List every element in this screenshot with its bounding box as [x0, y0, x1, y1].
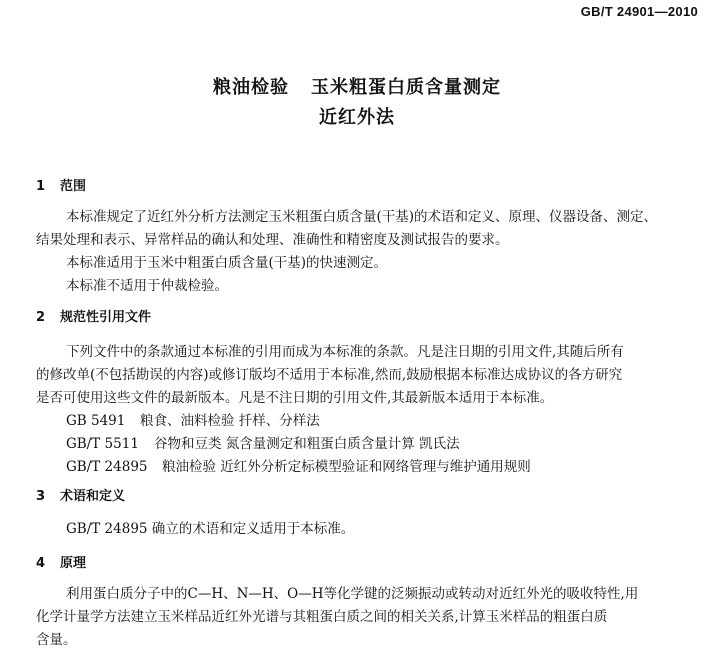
reference-code: GB 5491: [66, 413, 126, 429]
section-4-heading: [36, 555, 86, 573]
paragraph-line: GB/T 24895 确立的术语和定义适用于本标准。: [66, 521, 355, 537]
section-number: 4: [36, 556, 46, 571]
reference-title: 谷物和豆类 氮含量测定和粗蛋白质含量计算 凯氏法: [154, 436, 460, 452]
section-number: 2: [36, 310, 46, 325]
section-title: 规范性引用文件: [60, 310, 152, 325]
title-part-1: 粮油检验: [213, 77, 289, 98]
section-title: 范围: [60, 179, 87, 194]
reference-code: GB/T 24895: [66, 459, 148, 475]
section-1-heading: [36, 178, 86, 196]
paragraph-line: 含量。: [36, 632, 77, 648]
document-title-line-1: [0, 77, 714, 99]
section-3-heading: [36, 488, 125, 506]
section-number: 1: [36, 179, 46, 194]
paragraph-line: 是否可使用这些文件的最新版本。凡是不注日期的引用文件,其最新版本适用于本标准。: [36, 390, 554, 406]
paragraph-line: 结果处理和表示、异常样品的确认和处理、准确性和精密度及测试报告的要求。: [36, 232, 509, 248]
section-2-heading: [36, 309, 151, 327]
section-title: 原理: [60, 556, 87, 571]
reference-item: [66, 410, 714, 433]
paragraph-line: 本标准不适用于仲裁检验。: [66, 278, 228, 294]
section-number: 3: [36, 489, 46, 504]
standard-code: GB/T 24901—2010: [580, 4, 698, 19]
reference-title: 粮食、油料检验 扦样、分样法: [140, 413, 320, 429]
reference-item: [66, 433, 714, 456]
paragraph-line: 化学计量学方法建立玉米样品近红外光谱与其粗蛋白质之间的相关关系,计算玉米样品的粗蛋白质: [36, 609, 608, 625]
reference-title: 粮油检验 近红外分析定标模型验证和网络管理与维护通用规则: [162, 459, 531, 475]
paragraph-line: 下列文件中的条款通过本标准的引用而成为本标准的条款。凡是注日期的引用文件,其随后所有: [66, 344, 624, 360]
paragraph-line: 利用蛋白质分子中的C—H、N—H、O—H等化学键的泛频振动或转动对近红外光的吸收特性,用: [66, 586, 639, 602]
section-title: 术语和定义: [60, 489, 126, 504]
paragraph-line: 本标准规定了近红外分析方法测定玉米粗蛋白质含量(干基)的术语和定义、原理、仪器设备、测定、: [66, 209, 658, 225]
title-part-2: 玉米粗蛋白质含量测定: [311, 77, 501, 98]
paragraph-line: 的修改单(不包括勘误的内容)或修订版均不适用于本标准,然而,鼓励根据本标准达成协议的各方研究: [36, 367, 623, 383]
reference-item: [66, 456, 714, 479]
paragraph-line: 本标准适用于玉米中粗蛋白质含量(干基)的快速测定。: [66, 255, 388, 271]
reference-code: GB/T 5511: [66, 436, 139, 452]
document-title-line-2: 近红外法: [319, 107, 395, 128]
